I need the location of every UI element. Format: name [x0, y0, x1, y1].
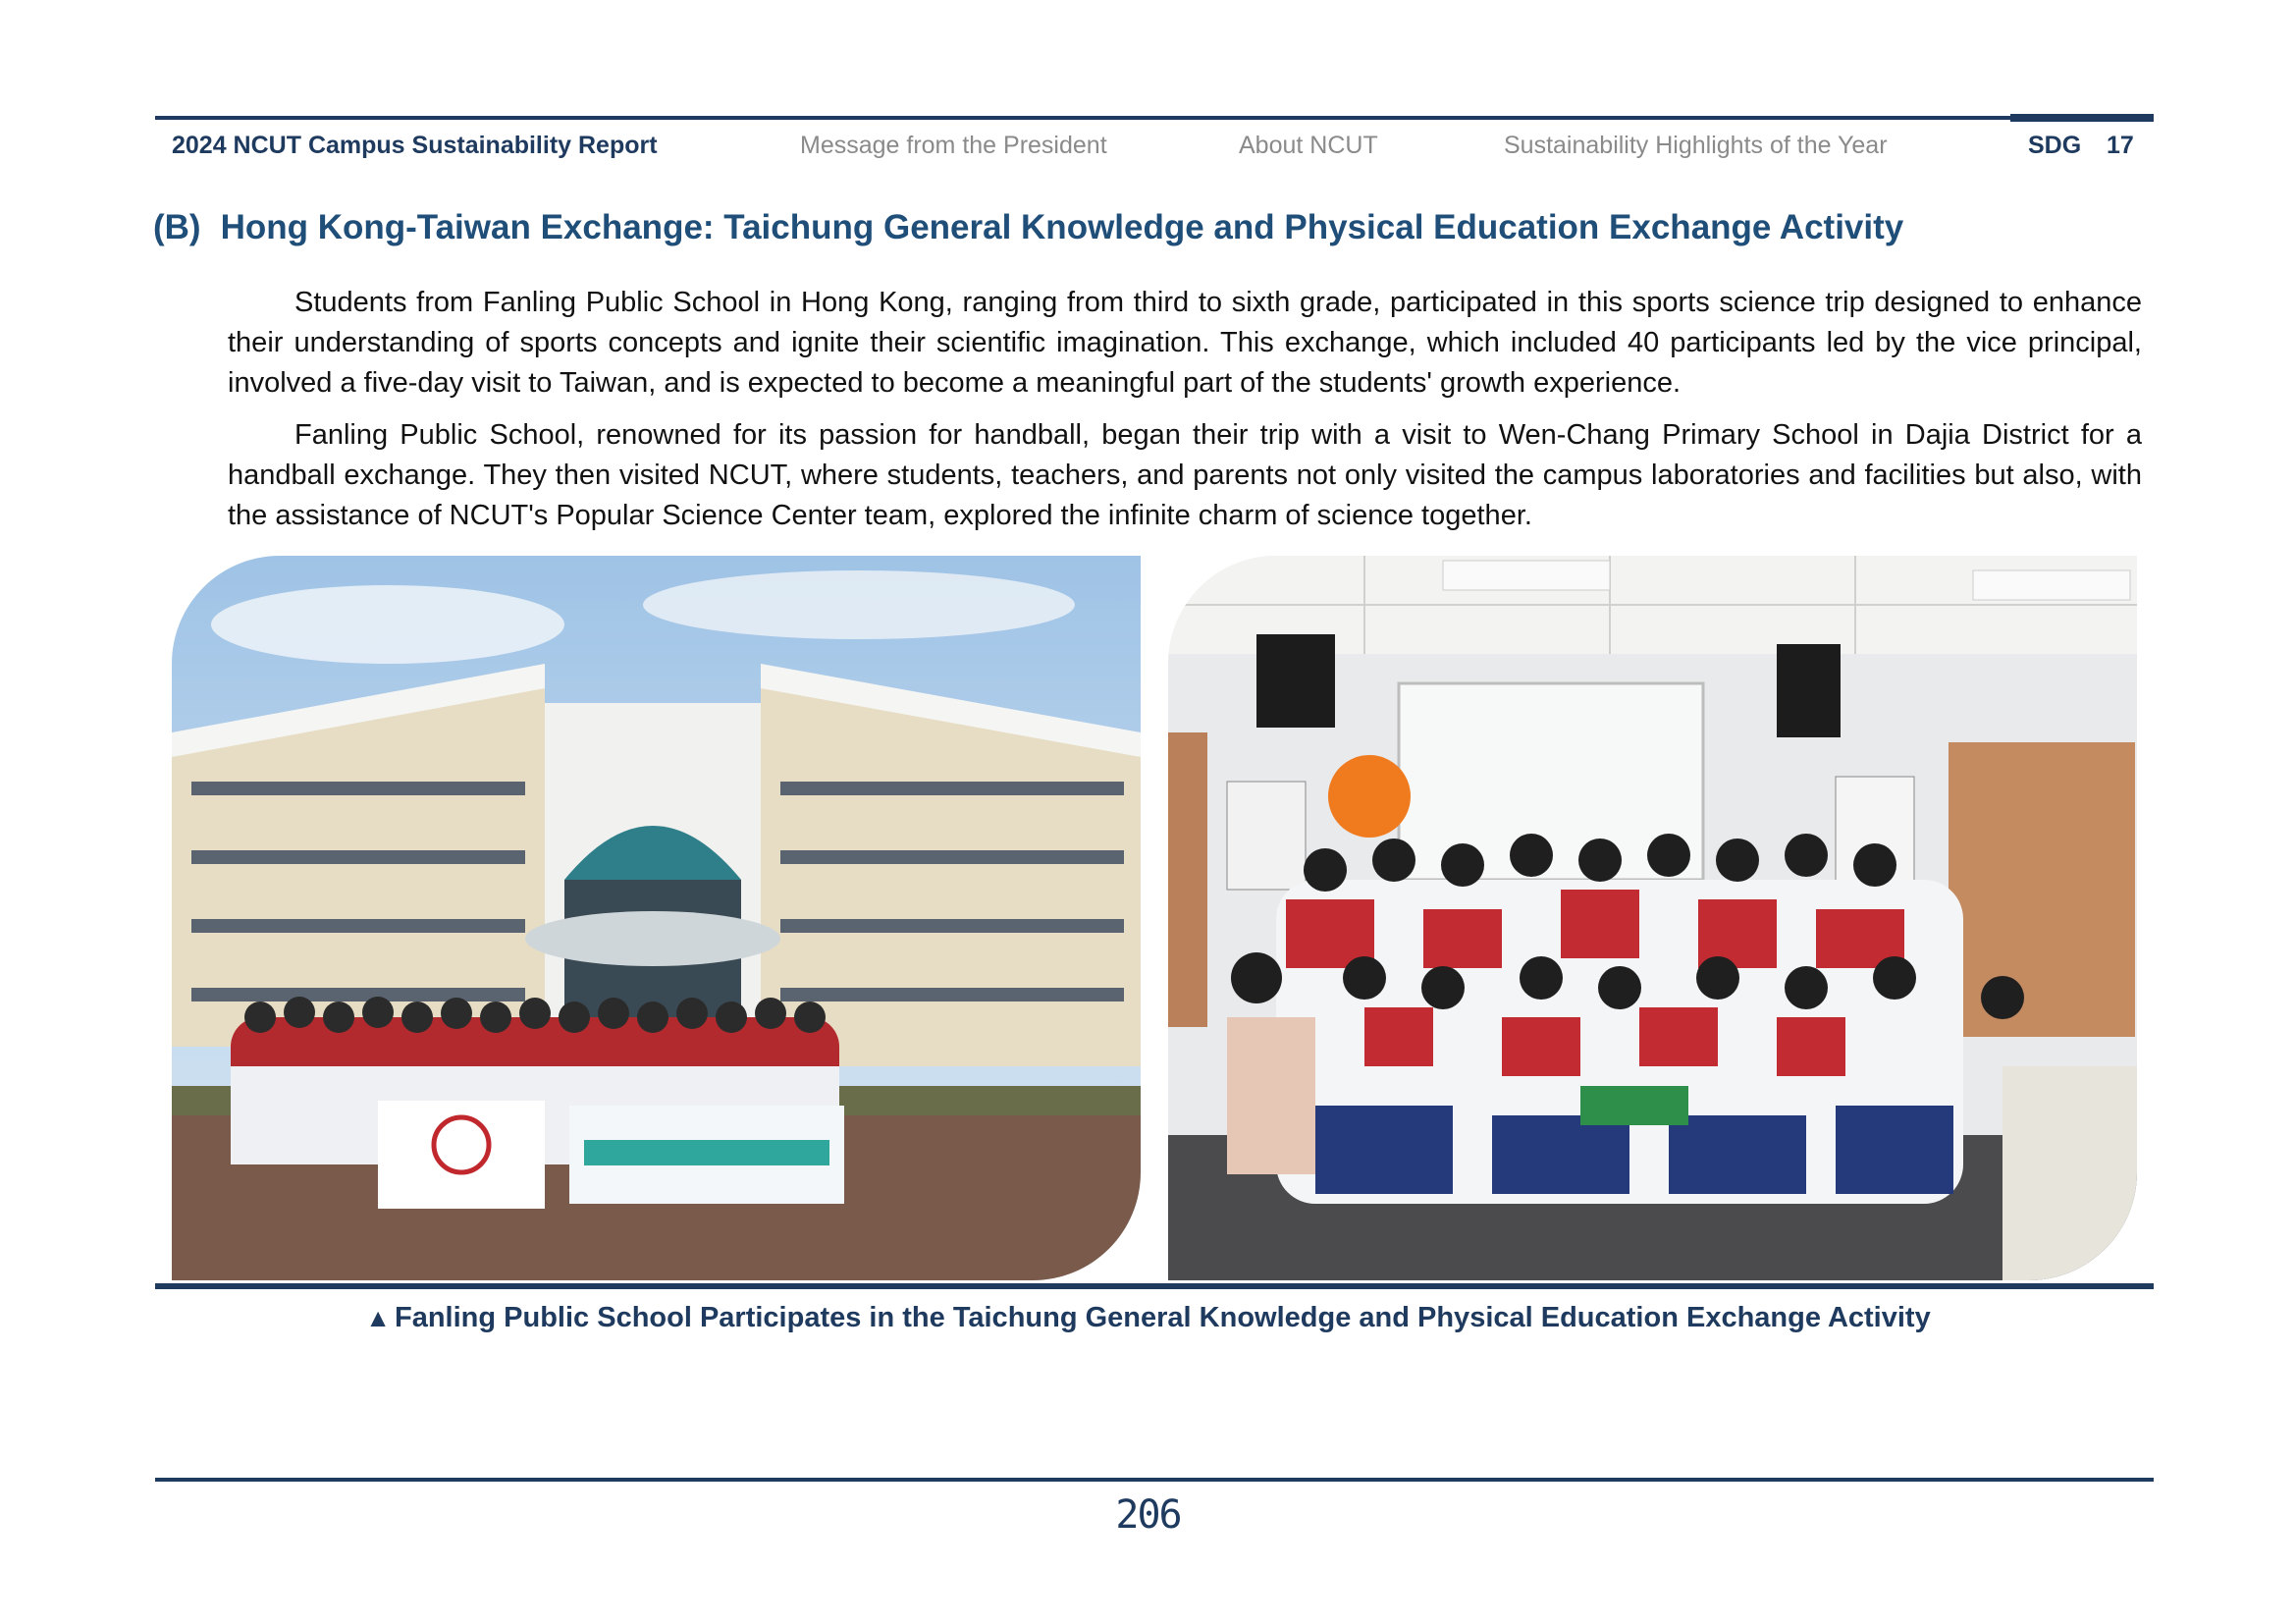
- report-title: 2024 NCUT Campus Sustainability Report: [172, 132, 658, 159]
- sdg-label[interactable]: SDG: [2028, 132, 2082, 159]
- caption-rule: [155, 1283, 2154, 1289]
- caption-triangle-icon: ▲: [365, 1303, 391, 1332]
- building-photo-illustration: [172, 556, 1141, 1280]
- section-heading: [153, 206, 1903, 249]
- paragraph: Students from Fanling Public School in Hong Kong, ranging from third to sixth grade, participated in this sports science trip designed to enhance their understanding of sports concepts and ignite their scientific imagination. This exchange, which included 40 participants led by the vice principal, involved a five-day visit to Taiwan, and is expected to become a meaningful part of the students' growth experience.: [228, 287, 2142, 399]
- nav-about-ncut[interactable]: About NCUT: [1239, 132, 1378, 159]
- section-label: (B): [153, 208, 201, 246]
- nav-sustainability-highlights[interactable]: Sustainability Highlights of the Year: [1504, 132, 1888, 159]
- section-title: Hong Kong-Taiwan Exchange: Taichung General Knowledge and Physical Education Exchange Activity: [220, 208, 1904, 246]
- classroom-photo-illustration: [1168, 556, 2137, 1280]
- page-number: 206: [1115, 1492, 1181, 1538]
- caption-text: Fanling Public School Participates in the Taichung General Knowledge and Physical Education Exchange Activity: [395, 1302, 1931, 1333]
- header-accent-bar: [2010, 114, 2154, 122]
- paragraph: Fanling Public School, renowned for its passion for handball, began their trip with a visit to Wen-Chang Primary School in Dajia District for a handball exchange. They then visited NCUT, where students, teachers, and parents not only visited the campus laboratories and facilities but also, with the assistance of NCUT's Popular Science Center team, explored the infinite charm of science together.: [228, 419, 2142, 531]
- photo-group-at-building: [172, 556, 1141, 1280]
- sdg-number: 17: [2107, 132, 2134, 159]
- body-text: [228, 283, 2142, 548]
- header-rule: [155, 116, 2154, 120]
- nav-message-from-president[interactable]: Message from the President: [800, 132, 1107, 159]
- photo-group-in-classroom: [1168, 556, 2137, 1280]
- photo-caption: [0, 1298, 2296, 1337]
- footer-rule: [155, 1478, 2154, 1482]
